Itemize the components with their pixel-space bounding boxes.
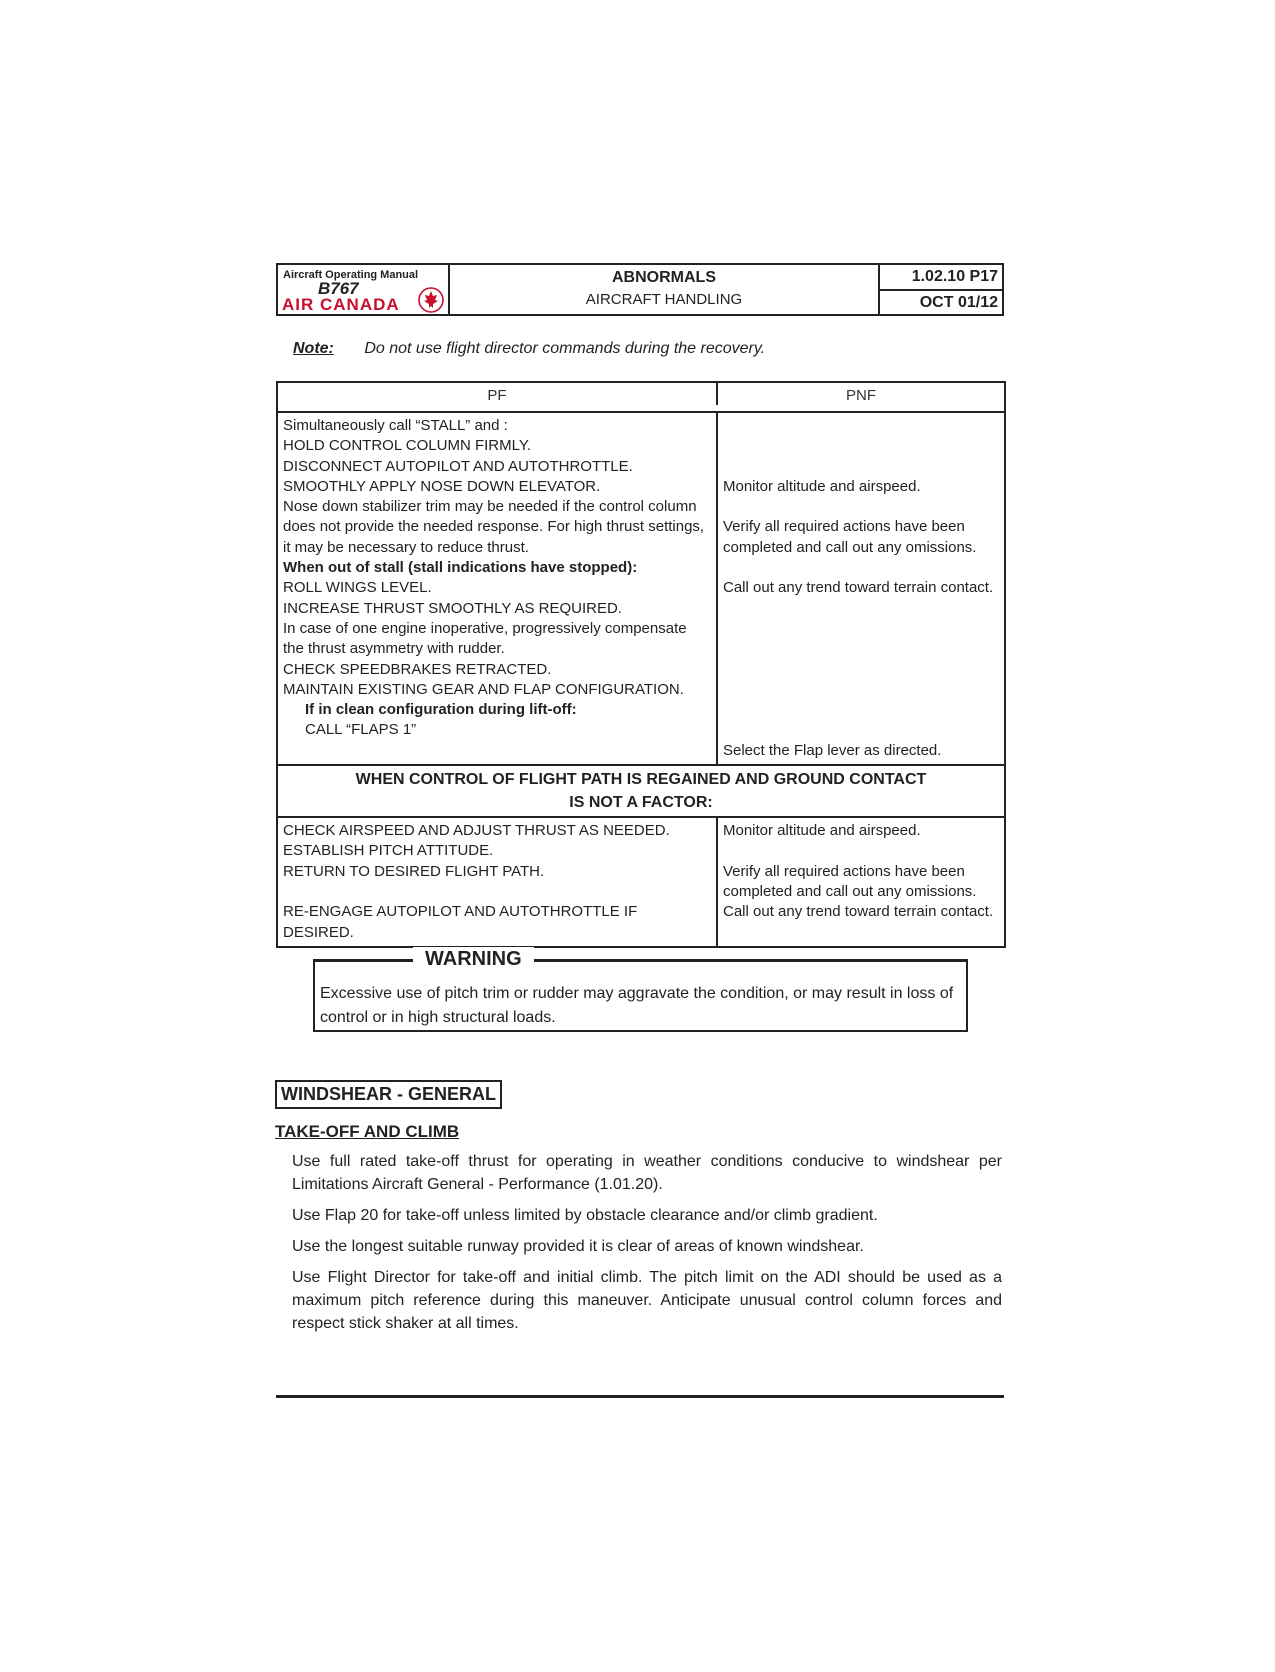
- note-label: Note:: [293, 340, 334, 357]
- pnf-line: Call out any trend toward terrain contact.: [723, 903, 994, 921]
- pf-subheading: When out of stall (stall indications have stopped):: [283, 559, 638, 577]
- page-reference: 1.02.10 P17: [880, 265, 1002, 291]
- pf-line: DISCONNECT AUTOPILOT AND AUTOTHROTTLE.: [283, 457, 633, 475]
- note-text: Do not use flight director commands during the recovery.: [364, 340, 766, 357]
- table-row: [278, 818, 1004, 946]
- pf-line: Simultaneously call “STALL” and :: [283, 417, 508, 434]
- procedure-table: [276, 381, 1006, 948]
- pnf-cell: [718, 413, 1004, 764]
- pf-line: HOLD CONTROL COLUMN FIRMLY.: [283, 437, 532, 455]
- pf-subheading: If in clean configuration during lift-off:: [305, 701, 577, 719]
- pnf-line: Monitor altitude and airspeed.: [723, 822, 921, 840]
- pf-line: SMOOTHLY APPLY NOSE DOWN ELEVATOR.: [283, 477, 601, 495]
- pf-line: CHECK SPEEDBRAKES RETRACTED.: [283, 660, 552, 678]
- warning-header: [313, 947, 968, 971]
- table-banner-row: [278, 766, 1004, 818]
- warning-text: Excessive use of pitch trim or rudder may aggravate the condition, or may result in loss of control or in high structural loads.: [320, 985, 954, 1026]
- pnf-line: Monitor altitude and airspeed.: [723, 477, 921, 495]
- column-header-pnf: PNF: [846, 387, 876, 404]
- pnf-line: Select the Flap lever as directed.: [723, 741, 942, 759]
- pf-line: INCREASE THRUST SMOOTHLY AS REQUIRED.: [283, 599, 622, 617]
- pf-line: CALL “FLAPS 1”: [305, 721, 417, 739]
- paragraph: Use full rated take-off thrust for operating in weather conditions conducive to windshear per Limitations Aircraft General - Performance (1.01.20).: [292, 1153, 1002, 1193]
- manual-title: Aircraft Operating Manual: [283, 269, 419, 281]
- takeoff-climb-subtitle: TAKE-OFF AND CLIMB: [275, 1122, 460, 1141]
- pf-line: ROLL WINGS LEVEL.: [283, 579, 432, 597]
- footer-rule: [276, 1395, 1004, 1398]
- paragraph: Use Flight Director for take-off and initial climb. The pitch limit on the ADI should be used as a maximum pitch reference during this maneuver. Anticipate unusual control column forces and respect stick shaker at all times.: [292, 1269, 1002, 1332]
- warning-title: WARNING: [413, 947, 534, 971]
- pnf-line: Verify all required actions have been completed and call out any omissions.: [723, 518, 977, 556]
- page-header: [276, 263, 1004, 316]
- pf-line: RE-ENGAGE AUTOPILOT AND AUTOTHROTTLE IF DESIRED.: [283, 903, 638, 941]
- pf-line: Nose down stabilizer trim may be needed if the control column does not provide the needed response. For high thrust settings, it may be necessary to reduce thrust.: [283, 498, 705, 556]
- table-header-row: [278, 383, 1004, 413]
- pf-line: ESTABLISH PITCH ATTITUDE.: [283, 842, 494, 860]
- header-title-block: [450, 265, 880, 314]
- table-row: [278, 413, 1004, 766]
- column-header-pf: PF: [278, 383, 718, 405]
- paragraph: Use the longest suitable runway provided it is clear of areas of known windshear.: [292, 1238, 864, 1255]
- paragraph: Use Flap 20 for take-off unless limited by obstacle clearance and/or climb gradient.: [292, 1207, 878, 1224]
- pnf-cell: [718, 818, 1004, 946]
- section-title: ABNORMALS: [612, 269, 716, 286]
- pf-line: RETURN TO DESIRED FLIGHT PATH.: [283, 862, 545, 880]
- pnf-line: Verify all required actions have been completed and call out any omissions.: [723, 862, 977, 900]
- pf-line: In case of one engine inoperative, progressively compensate the thrust asymmetry with rudder.: [283, 619, 687, 658]
- revision-date: OCT 01/12: [919, 294, 998, 311]
- pf-line: CHECK AIRSPEED AND ADJUST THRUST AS NEEDED.: [283, 822, 670, 840]
- aircraft-type: B767: [318, 279, 359, 298]
- windshear-section-title: WINDSHEAR - GENERAL: [275, 1080, 502, 1109]
- pf-cell: [278, 818, 718, 946]
- pf-cell: [278, 413, 718, 764]
- maple-leaf-icon: [418, 287, 444, 313]
- banner-text: WHEN CONTROL OF FLIGHT PATH IS REGAINED AND GROUND CONTACT IS NOT A FACTOR:: [355, 771, 927, 812]
- subsection-title: AIRCRAFT HANDLING: [585, 291, 743, 308]
- pf-line: MAINTAIN EXISTING GEAR AND FLAP CONFIGURATION.: [283, 680, 684, 698]
- header-ref-block: [880, 265, 1002, 314]
- header-logo-block: [278, 265, 450, 314]
- airline-name: AIR CANADA: [282, 295, 400, 314]
- note: [293, 340, 765, 358]
- pnf-line: Call out any trend toward terrain contact.: [723, 579, 994, 597]
